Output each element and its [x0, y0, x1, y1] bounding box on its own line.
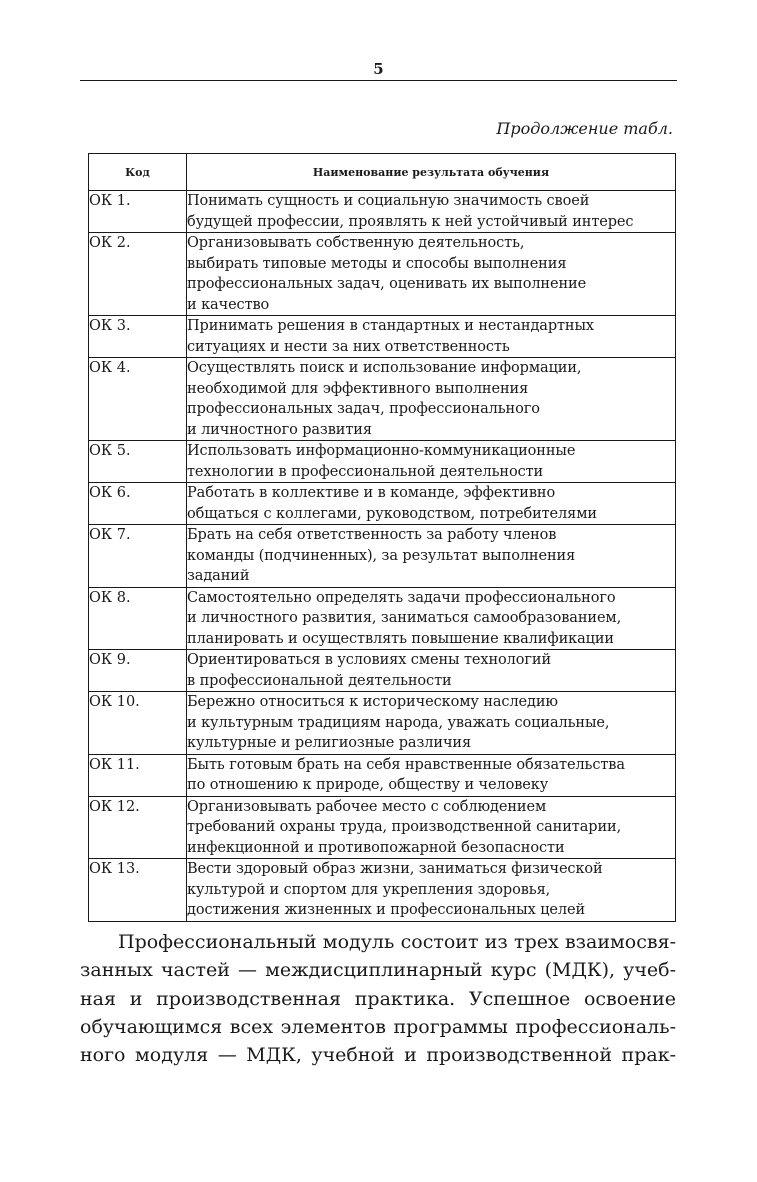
- paragraph-line: занных частей — междисциплинарный курс (МДК), учеб-: [80, 959, 676, 982]
- description-line: и личностного развития: [187, 421, 372, 438]
- description-line: Самостоятельно определять задачи профессионального: [187, 589, 616, 606]
- table-row: [89, 650, 676, 692]
- row-code: ОК 7.: [89, 525, 187, 588]
- row-code: ОК 8.: [89, 587, 187, 650]
- table-row: [89, 358, 676, 441]
- description-line: общаться с коллегами, руководством, потребителями: [187, 505, 597, 522]
- description-line: и культурным традициям народа, уважать социальные,: [187, 714, 610, 731]
- table-header-row: [89, 154, 676, 191]
- row-code: ОК 5.: [89, 441, 187, 483]
- learning-results-table: [88, 153, 676, 922]
- row-code: ОК 2.: [89, 233, 187, 316]
- description-line: Брать на себя ответственность за работу членов: [187, 527, 557, 543]
- description-line: Ориентироваться в условиях смены технологий: [187, 652, 552, 668]
- header-rule: [80, 80, 677, 81]
- row-code: ОК 1.: [89, 191, 187, 233]
- table-row: [89, 191, 676, 233]
- row-description: [187, 441, 676, 483]
- paragraph-line: ная и производственная практика. Успешное освоение: [80, 987, 676, 1010]
- row-code: ОК 10.: [89, 692, 187, 755]
- description-line: и качество: [187, 296, 270, 313]
- row-description: [187, 525, 676, 588]
- header-code: Код: [89, 154, 187, 191]
- description-line: Организовывать рабочее место с соблюдением: [187, 798, 547, 815]
- row-description: [187, 754, 676, 796]
- description-line: Принимать решения в стандартных и нестандартных: [187, 318, 594, 334]
- description-line: Быть готовым брать на себя нравственные обязательства: [187, 756, 625, 773]
- row-description: [187, 191, 676, 233]
- row-description: [187, 316, 676, 358]
- description-line: планировать и осуществлять повышение квалификации: [187, 630, 614, 647]
- page-number: 5: [373, 60, 384, 78]
- table-row: [89, 525, 676, 588]
- description-line: культурой и спортом для укрепления здоровья,: [187, 881, 551, 898]
- table-body: [89, 191, 676, 922]
- table-row: [89, 796, 676, 859]
- description-line: профессиональных задач, профессионального: [187, 401, 540, 417]
- description-line: Организовывать собственную деятельность,: [187, 235, 525, 251]
- row-code: ОК 3.: [89, 316, 187, 358]
- table-row: [89, 441, 676, 483]
- table-row: [89, 233, 676, 316]
- description-line: в профессиональной деятельности: [187, 672, 452, 689]
- row-code: ОК 12.: [89, 796, 187, 859]
- description-line: инфекционной и противопожарной безопасности: [187, 839, 565, 856]
- description-line: технологии в профессиональной деятельности: [187, 463, 544, 480]
- description-line: по отношению к природе, обществу и человеку: [187, 777, 549, 793]
- row-code: ОК 4.: [89, 358, 187, 441]
- description-line: Использовать информационно-коммуникационные: [187, 443, 576, 459]
- table-row: [89, 483, 676, 525]
- row-description: [187, 233, 676, 316]
- description-line: Понимать сущность и социальную значимость своей: [187, 193, 590, 209]
- table-row: [89, 587, 676, 650]
- description-line: достижения жизненных и профессиональных целей: [187, 902, 586, 918]
- description-line: ситуациях и нести за них ответственность: [187, 338, 510, 355]
- description-line: Бережно относиться к историческому наследию: [187, 694, 558, 710]
- description-line: команды (подчиненных), за результат выполнения: [187, 547, 576, 564]
- body-paragraph: [80, 928, 676, 1069]
- table-row: [89, 692, 676, 755]
- table-row: [89, 859, 676, 922]
- description-line: будущей профессии, проявлять к ней устойчивый интерес: [187, 213, 634, 230]
- row-description: [187, 483, 676, 525]
- table-continuation-label: Продолжение табл.: [496, 119, 673, 138]
- row-code: ОК 6.: [89, 483, 187, 525]
- row-description: [187, 859, 676, 922]
- row-description: [187, 650, 676, 692]
- paragraph-line: ного модуля — МДК, учебной и производственной прак-: [80, 1044, 676, 1067]
- paragraph-line: Профессиональный модуль состоит из трех взаимосвя-: [118, 931, 676, 953]
- description-line: Осуществлять поиск и использование информации,: [187, 360, 582, 376]
- header-name: Наименование результата обучения: [187, 154, 676, 191]
- row-description: [187, 587, 676, 650]
- table-row: [89, 316, 676, 358]
- row-description: [187, 358, 676, 441]
- paragraph-line: обучающимся всех элементов программы профессиональ-: [80, 1015, 676, 1038]
- table-row: [89, 754, 676, 796]
- description-line: культурные и религиозные различия: [187, 735, 472, 751]
- description-line: необходимой для эффективного выполнения: [187, 380, 529, 397]
- row-code: ОК 11.: [89, 754, 187, 796]
- description-line: профессиональных задач, оценивать их выполнение: [187, 276, 587, 292]
- row-description: [187, 692, 676, 755]
- row-description: [187, 796, 676, 859]
- description-line: Работать в коллективе и в команде, эффективно: [187, 485, 556, 501]
- description-line: требований охраны труда, производственной санитарии,: [187, 819, 622, 835]
- row-code: ОК 13.: [89, 859, 187, 922]
- description-line: Вести здоровый образ жизни, заниматься физической: [187, 861, 603, 877]
- description-line: выбирать типовые методы и способы выполнения: [187, 255, 567, 272]
- description-line: и личностного развития, заниматься самообразованием,: [187, 610, 622, 626]
- description-line: заданий: [187, 568, 250, 584]
- row-code: ОК 9.: [89, 650, 187, 692]
